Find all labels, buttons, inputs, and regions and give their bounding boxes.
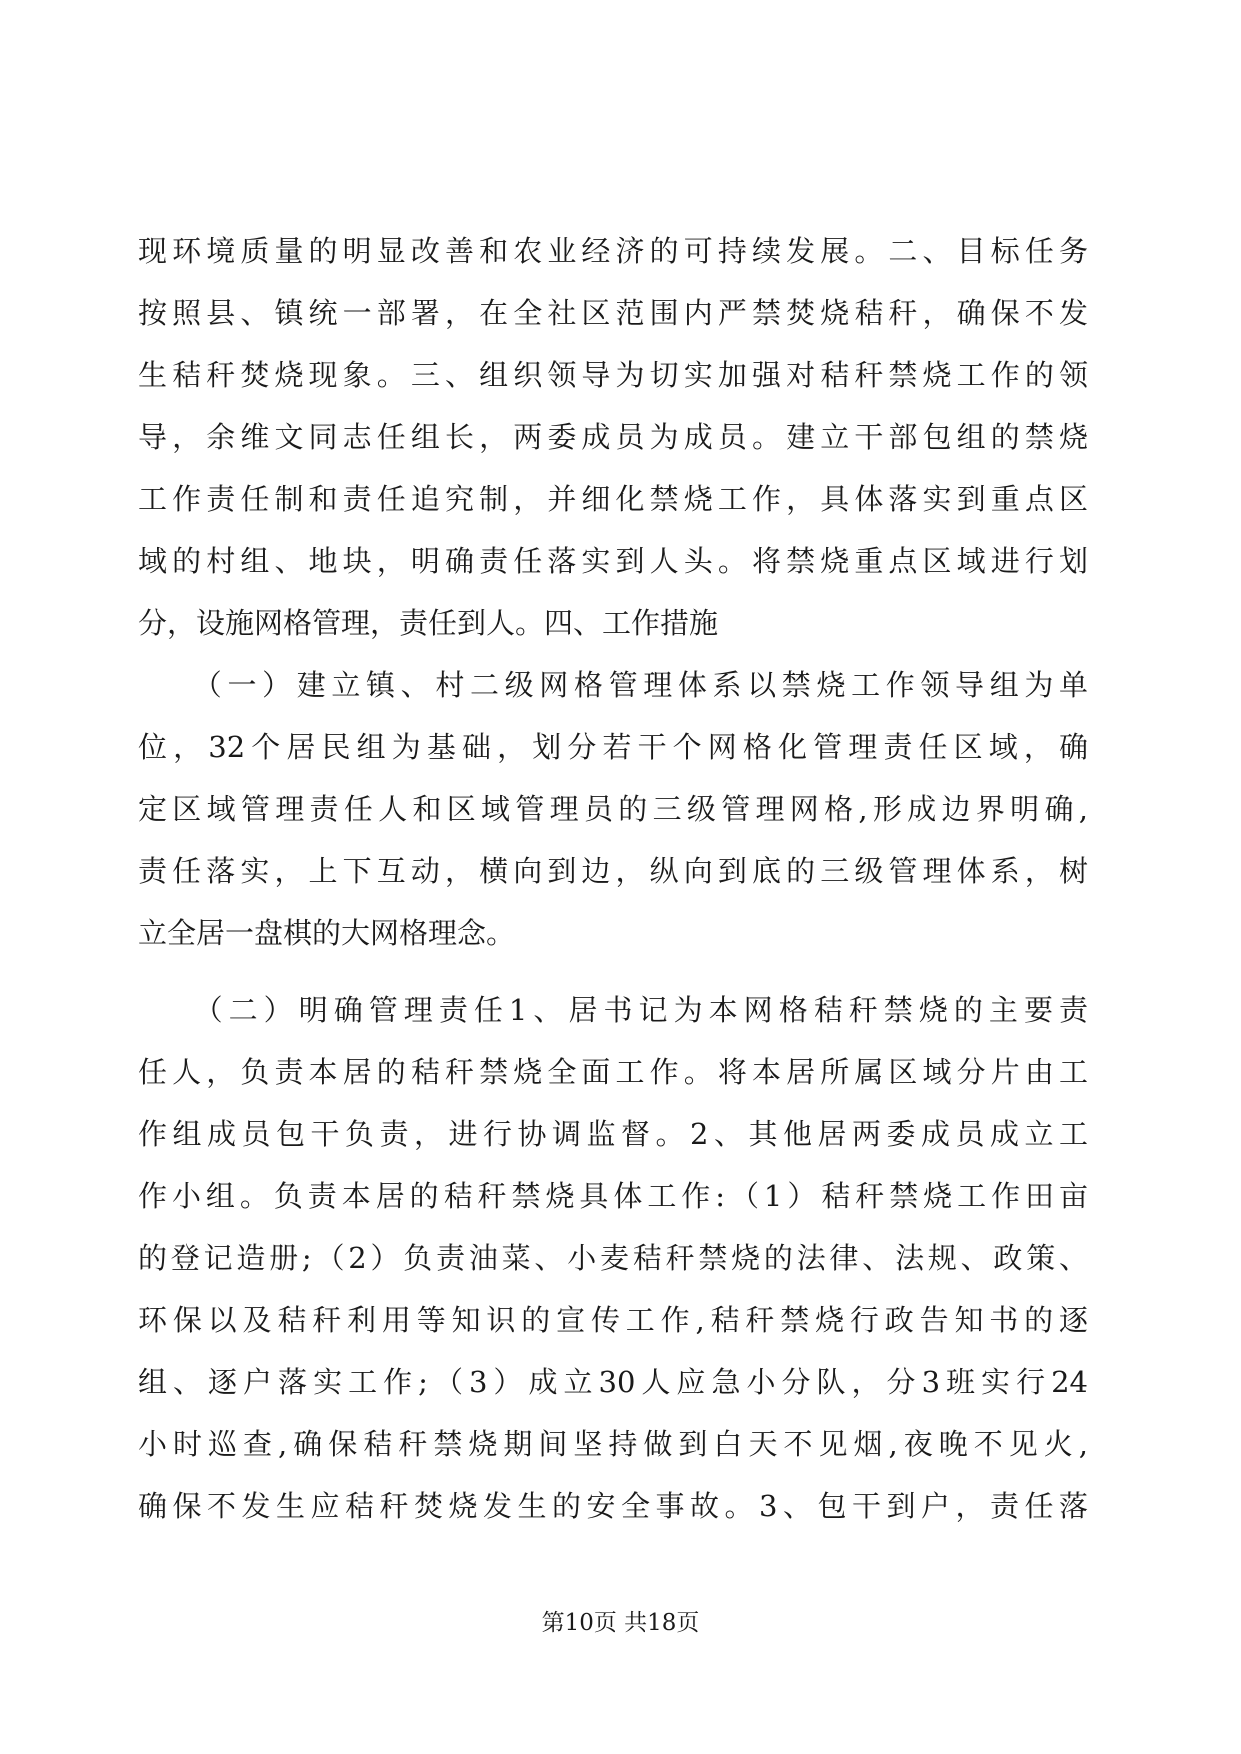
text-line: （二）明确管理责任1、居书记为本网格秸秆禁烧的主要责	[138, 993, 1088, 1027]
text-line: 作组成员包干负责，进行协调监督。2、其他居两委成员成立工	[138, 1117, 1088, 1151]
text-line: 组、逐户落实工作;（3）成立30人应急小分队，分3班实行24	[138, 1365, 1088, 1399]
text-line: 现环境质量的明显改善和农业经济的可持续发展。二、目标任务	[138, 234, 1088, 268]
text-line: 工作责任制和责任追究制，并细化禁烧工作，具体落实到重点区	[138, 482, 1088, 516]
text-line: 分，设施网格管理，责任到人。四、工作措施	[138, 606, 719, 640]
text-line: 按照县、镇统一部署，在全社区范围内严禁焚烧秸秆，确保不发	[138, 296, 1088, 330]
text-line: 确保不发生应秸秆焚烧发生的安全事故。3、包干到户，责任落	[138, 1489, 1088, 1523]
text-line: 位，32个居民组为基础，划分若干个网格化管理责任区域，确	[138, 730, 1088, 764]
text-line: 环保以及秸秆利用等知识的宣传工作,秸秆禁烧行政告知书的逐	[138, 1303, 1088, 1337]
text-line: 的登记造册;（2）负责油菜、小麦秸秆禁烧的法律、法规、政策、	[138, 1241, 1088, 1275]
text-line: 生秸秆焚烧现象。三、组织领导为切实加强对秸秆禁烧工作的领	[138, 358, 1088, 392]
text-line: 小时巡查,确保秸秆禁烧期间坚持做到白天不见烟,夜晚不见火,	[138, 1427, 1088, 1461]
text-line: 立全居一盘棋的大网格理念。	[138, 916, 516, 950]
text-line: 责任落实，上下互动，横向到边，纵向到底的三级管理体系，树	[138, 854, 1088, 888]
page-number-footer: 第10页 共18页	[541, 1610, 700, 1636]
text-line: 导，余维文同志任组长，两委成员为成员。建立干部包组的禁烧	[138, 420, 1088, 454]
text-line: 任人，负责本居的秸秆禁烧全面工作。将本居所属区域分片由工	[138, 1055, 1088, 1089]
text-line: （一）建立镇、村二级网格管理体系以禁烧工作领导组为单	[138, 668, 1088, 702]
text-line: 作小组。负责本居的秸秆禁烧具体工作:（1）秸秆禁烧工作田亩	[138, 1179, 1088, 1213]
document-body	[138, 220, 1088, 1537]
text-line: 域的村组、地块，明确责任落实到人头。将禁烧重点区域进行划	[138, 544, 1088, 578]
text-line: 定区域管理责任人和区域管理员的三级管理网格,形成边界明确,	[138, 792, 1088, 826]
